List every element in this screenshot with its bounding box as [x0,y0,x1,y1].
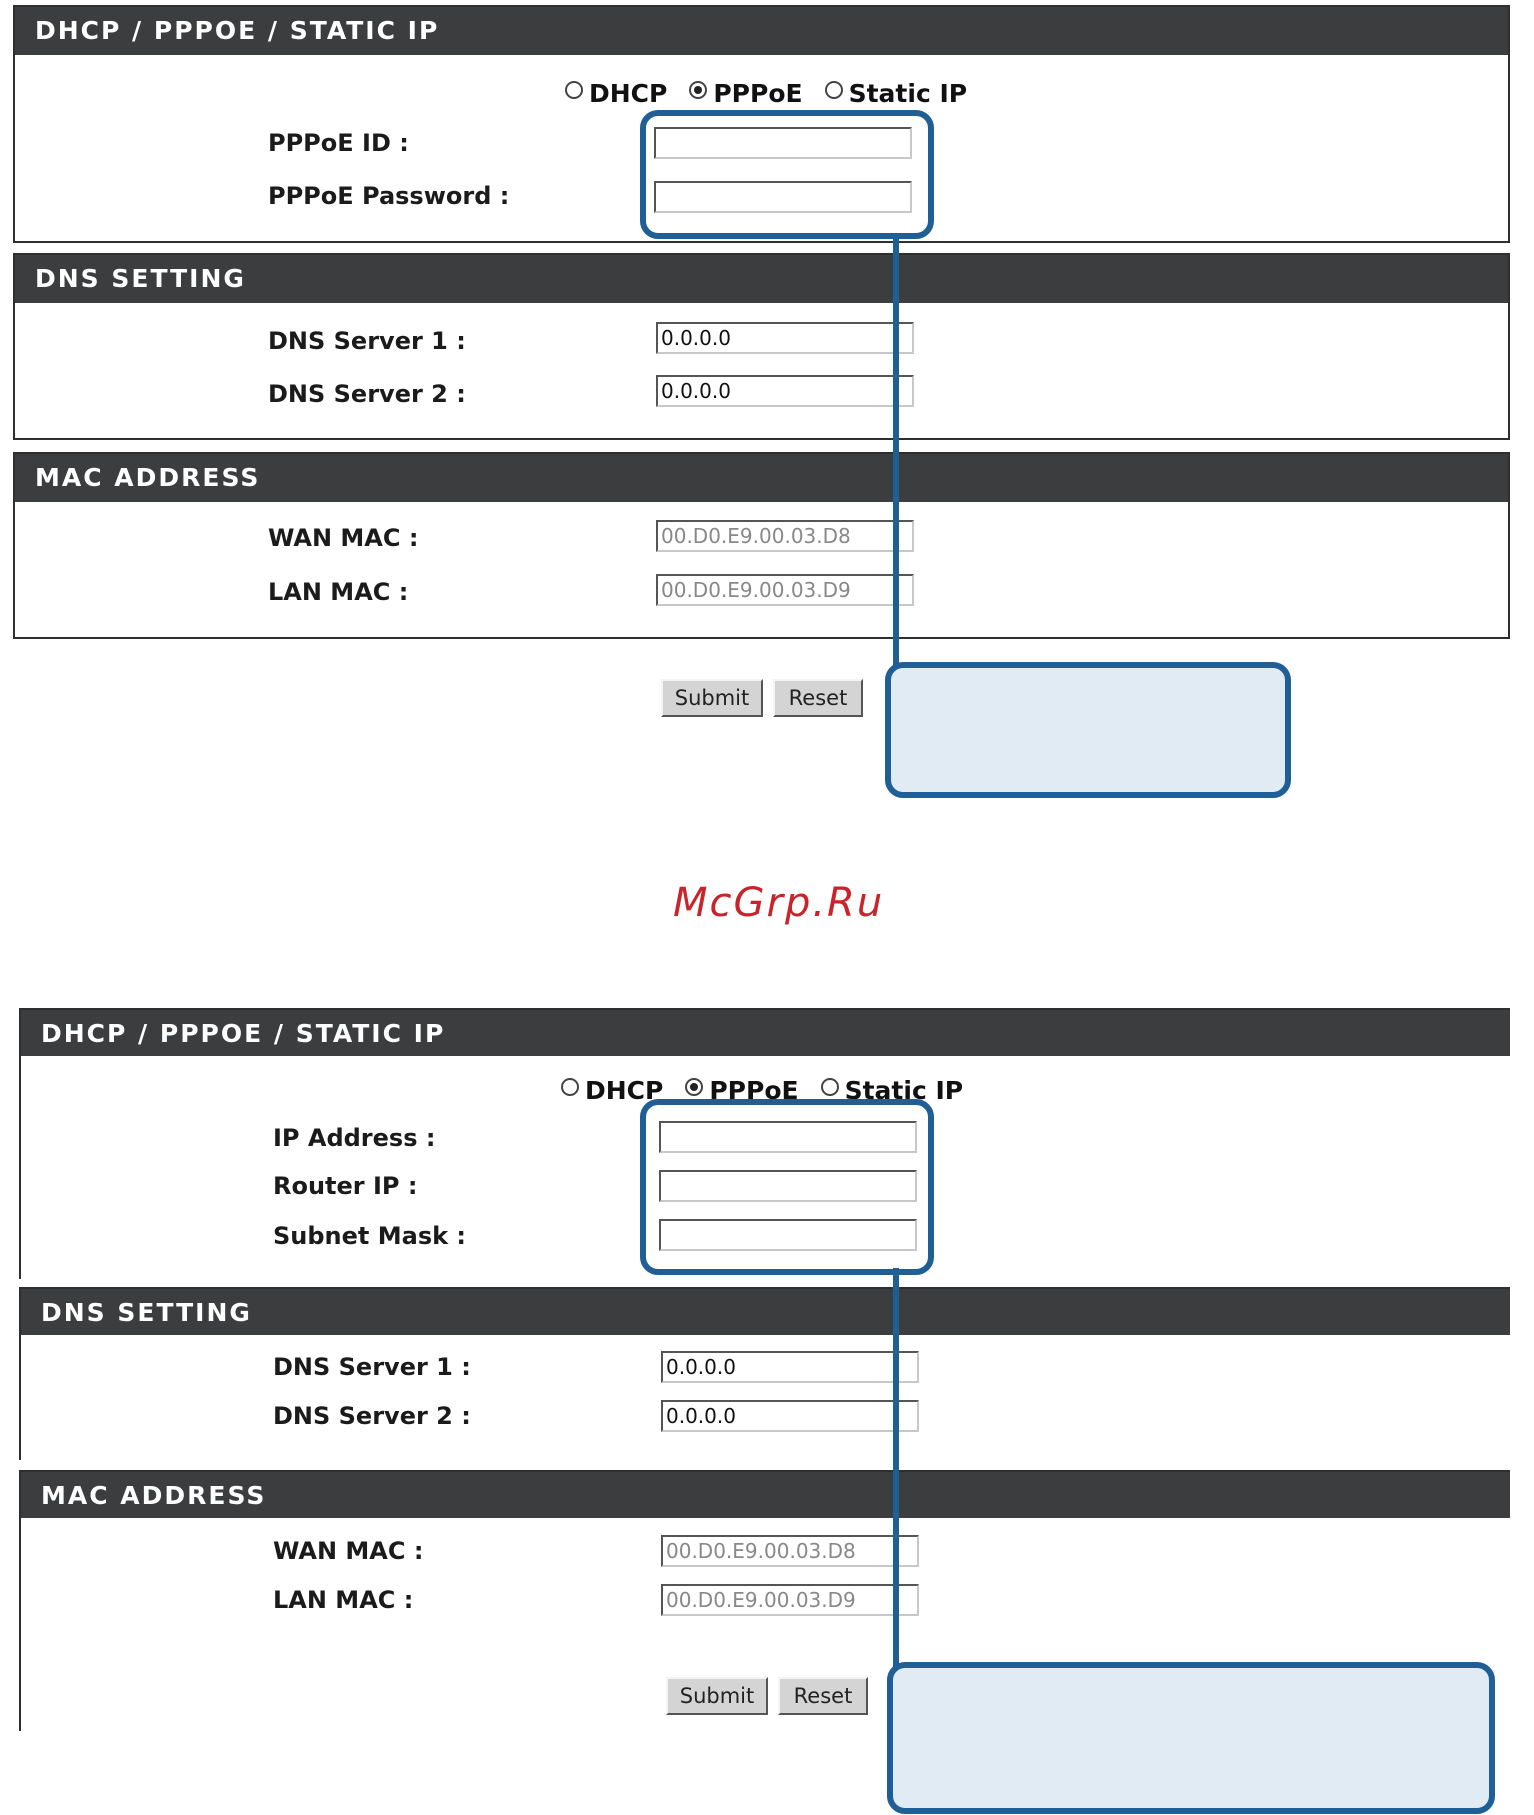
radio-circle-icon [825,81,843,99]
top-connection-type-radios [565,79,989,108]
top-callout-connector [893,235,899,668]
top-lan-mac-label: LAN MAC : [268,578,409,606]
bottom-ip-address-label: IP Address : [273,1124,436,1152]
radio-selected-icon [685,1078,703,1096]
top-wan-mac-field [656,520,914,552]
top-reset-button[interactable]: Reset [773,679,863,717]
bottom-mac-header: MAC ADDRESS [21,1472,1510,1518]
top-radio-dhcp[interactable]: DHCP [565,79,667,108]
bottom-dns1-input[interactable] [661,1351,919,1383]
bottom-lan-mac-field [661,1584,919,1616]
top-lan-mac-field [656,574,914,606]
radio-circle-icon [821,1078,839,1096]
top-mac-header: MAC ADDRESS [15,454,1508,502]
top-dns-panel [13,253,1510,440]
bottom-callout-connector [893,1268,899,1668]
top-mac-panel [13,452,1510,639]
top-callout-box [885,662,1291,798]
bottom-dns-panel [19,1287,1510,1460]
bottom-dns-header: DNS SETTING [21,1289,1510,1335]
top-pppoe-password-label: PPPoE Password : [268,182,510,210]
top-radio-static-ip[interactable]: Static IP [825,79,968,108]
bottom-submit-button[interactable]: Submit [666,1677,768,1715]
bottom-radio-dhcp[interactable]: DHCP [561,1076,663,1105]
top-wan-header: DHCP / PPPOE / STATIC IP [15,7,1508,55]
bottom-radio-static-ip[interactable]: Static IP [821,1076,964,1105]
top-dns-header: DNS SETTING [15,255,1508,303]
top-pppoe-id-label: PPPoE ID : [268,129,409,157]
bottom-subnet-mask-label: Subnet Mask : [273,1222,467,1250]
top-dns2-label: DNS Server 2 : [268,380,466,408]
bottom-reset-button[interactable]: Reset [778,1677,868,1715]
top-dns1-input[interactable] [656,322,914,354]
top-wan-mac-label: WAN MAC : [268,524,419,552]
bottom-fields-highlight [640,1099,934,1275]
top-dns2-input[interactable] [656,375,914,407]
radio-circle-icon [561,1078,579,1096]
top-submit-button[interactable]: Submit [661,679,763,717]
bottom-wan-mac-field [661,1535,919,1567]
bottom-wan-mac-label: WAN MAC : [273,1537,424,1565]
bottom-dns2-input[interactable] [661,1400,919,1432]
top-dns1-label: DNS Server 1 : [268,327,466,355]
bottom-callout-box [887,1662,1495,1814]
bottom-left-rule [19,1643,21,1731]
bottom-mac-panel [19,1470,1510,1643]
bottom-radio-pppoe[interactable]: PPPoE [685,1076,798,1105]
bottom-router-ip-label: Router IP : [273,1172,418,1200]
top-fields-highlight [640,110,934,239]
radio-selected-icon [689,81,707,99]
watermark: McGrp.Ru [673,880,885,926]
bottom-dns1-label: DNS Server 1 : [273,1353,471,1381]
radio-circle-icon [565,81,583,99]
bottom-wan-header: DHCP / PPPOE / STATIC IP [21,1010,1510,1056]
top-radio-pppoe[interactable]: PPPoE [689,79,802,108]
bottom-dns2-label: DNS Server 2 : [273,1402,471,1430]
bottom-lan-mac-label: LAN MAC : [273,1586,414,1614]
